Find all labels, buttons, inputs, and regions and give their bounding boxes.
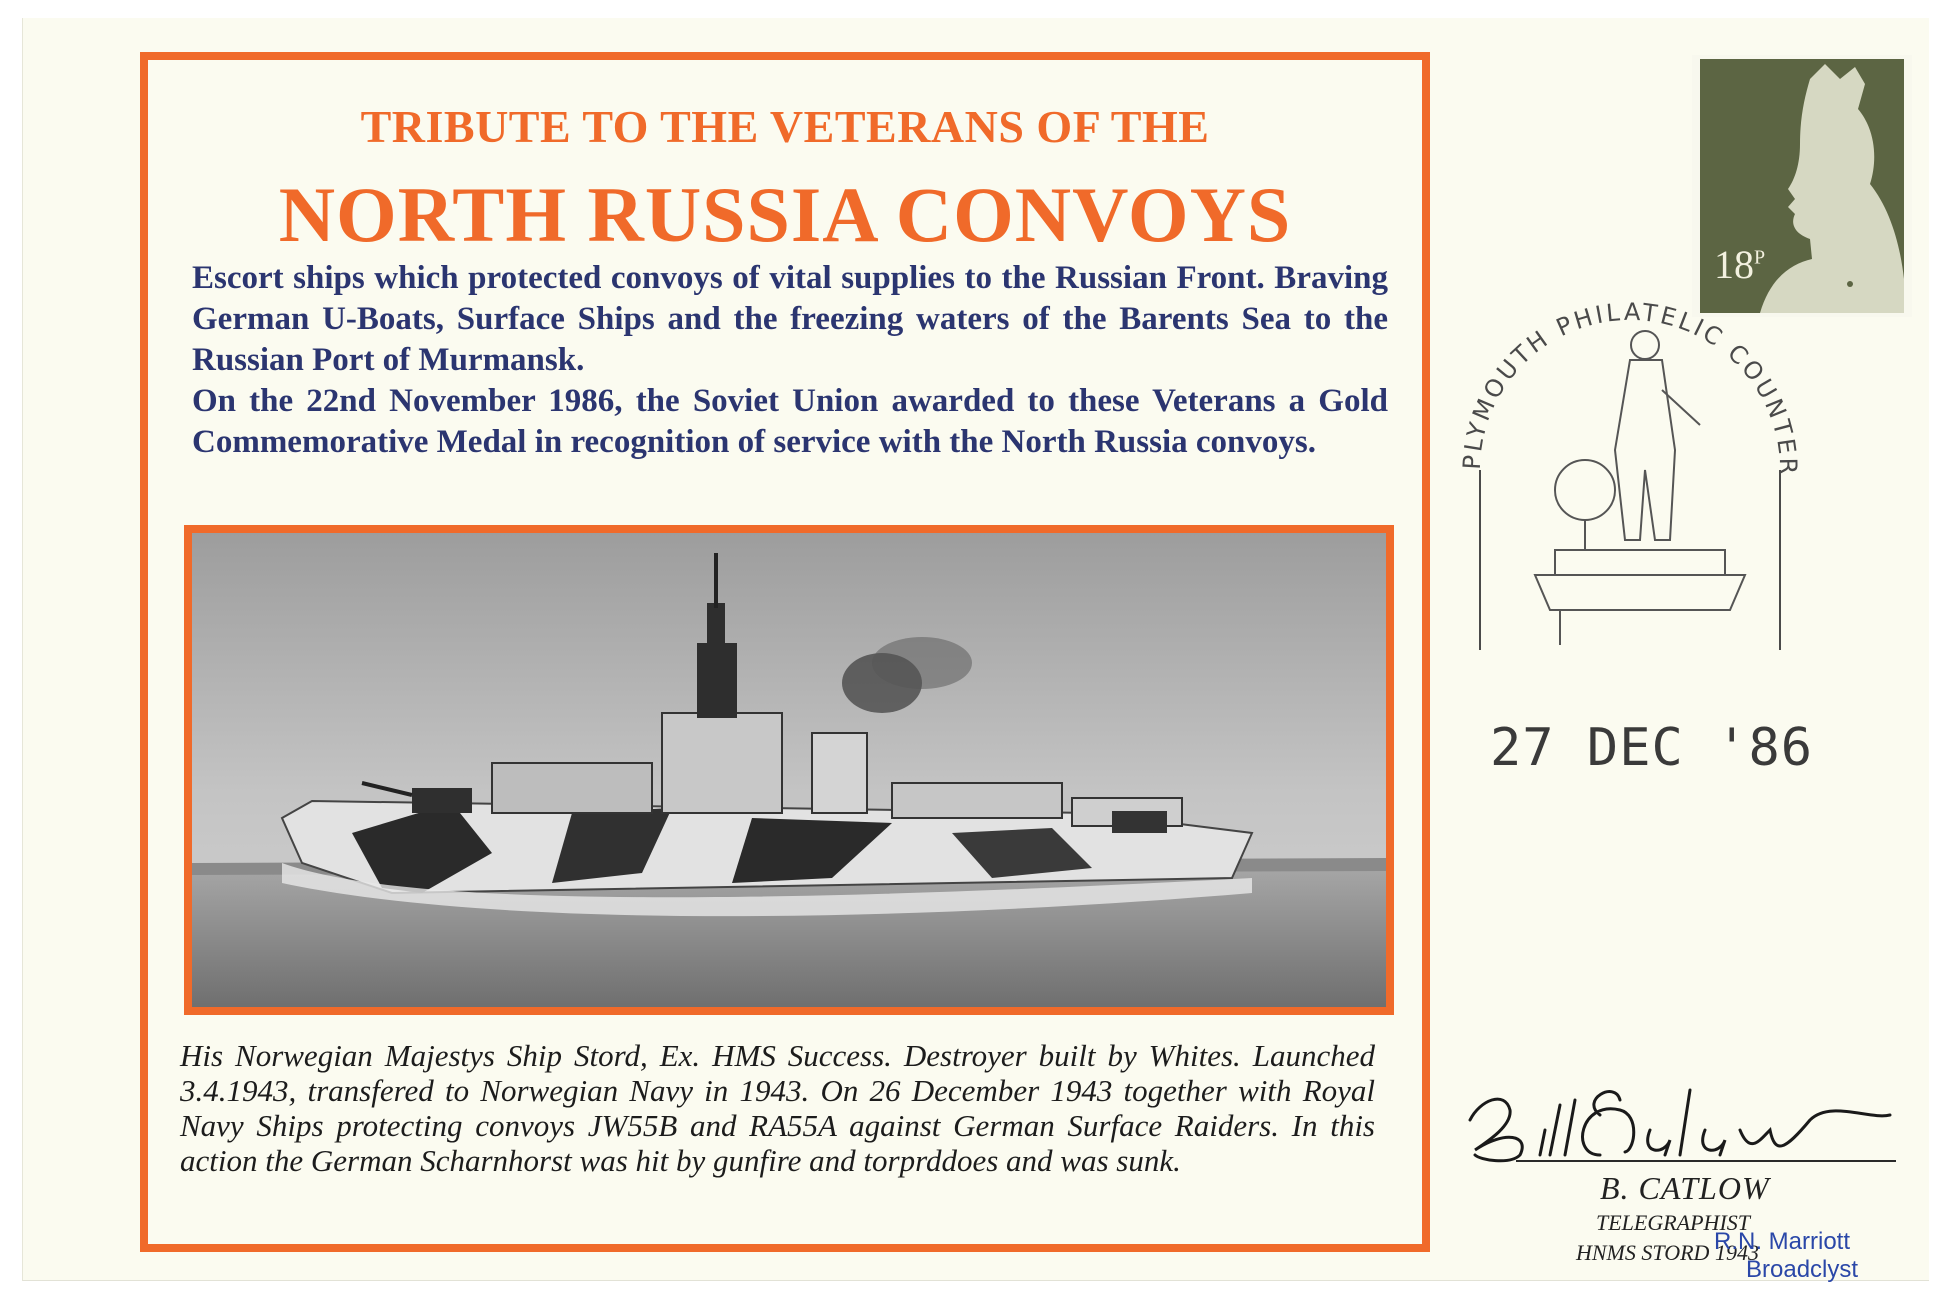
handwritten-signature — [1450, 1060, 1910, 1180]
postmark-pictorial — [1440, 250, 1820, 660]
postmark-date: 27 DEC '86 — [1490, 718, 1814, 778]
stamp-value-unit: P — [1754, 246, 1766, 269]
signer-role: TELEGRAPHIST — [1596, 1210, 1750, 1235]
title-line-1: TRIBUTE TO THE VETERANS OF THE — [360, 101, 1210, 152]
title-line-2: NORTH RUSSIA CONVOYS — [278, 171, 1292, 258]
intro-text — [192, 258, 1388, 463]
intro-paragraph-2: On the 22nd November 1986, the Soviet Union awarded to these Veterans a Gold Commemorative Medal in recognition of service with the North Russia convoys. — [192, 383, 1388, 460]
signer-name: B. CATLOW — [1600, 1170, 1770, 1206]
signer-ship: HNMS STORD 1943 — [1576, 1240, 1759, 1265]
signature-line — [1516, 1160, 1896, 1162]
svg-text:PLYMOUTH PHILATELIC COUNTER — [1458, 298, 1802, 478]
owner-stamp-line-2: Broadclyst — [1746, 1256, 1859, 1283]
photo-caption: His Norwegian Majestys Ship Stord, Ex. HMS Success. Destroyer built by Whites. Launched 3.4.1943, transfered to Norwegian Navy in 1943. On 26 December 1943 together with Royal Navy Ships protecting convoys JW55B and RA55A against German Surface Raiders. In this action the German Scharnhorst was hit by gunfire and torprddoes and was sunk. — [180, 1038, 1375, 1178]
intro-paragraph-1: Escort ships which protected convoys of vital supplies to the Russian Front. Braving German U-Boats, Surface Ships and the freezing waters of the Barents Sea to the Russian Port of Murmansk. — [192, 260, 1388, 378]
owner-stamp-line-1: R.N. Marriott — [1714, 1228, 1851, 1255]
ship-photo — [184, 525, 1394, 1015]
destroyer-photo-image — [192, 533, 1386, 1007]
stamp-value-number: 18 — [1714, 242, 1754, 287]
postmark-ring-text: PLYMOUTH PHILATELIC COUNTER — [1457, 297, 1803, 478]
